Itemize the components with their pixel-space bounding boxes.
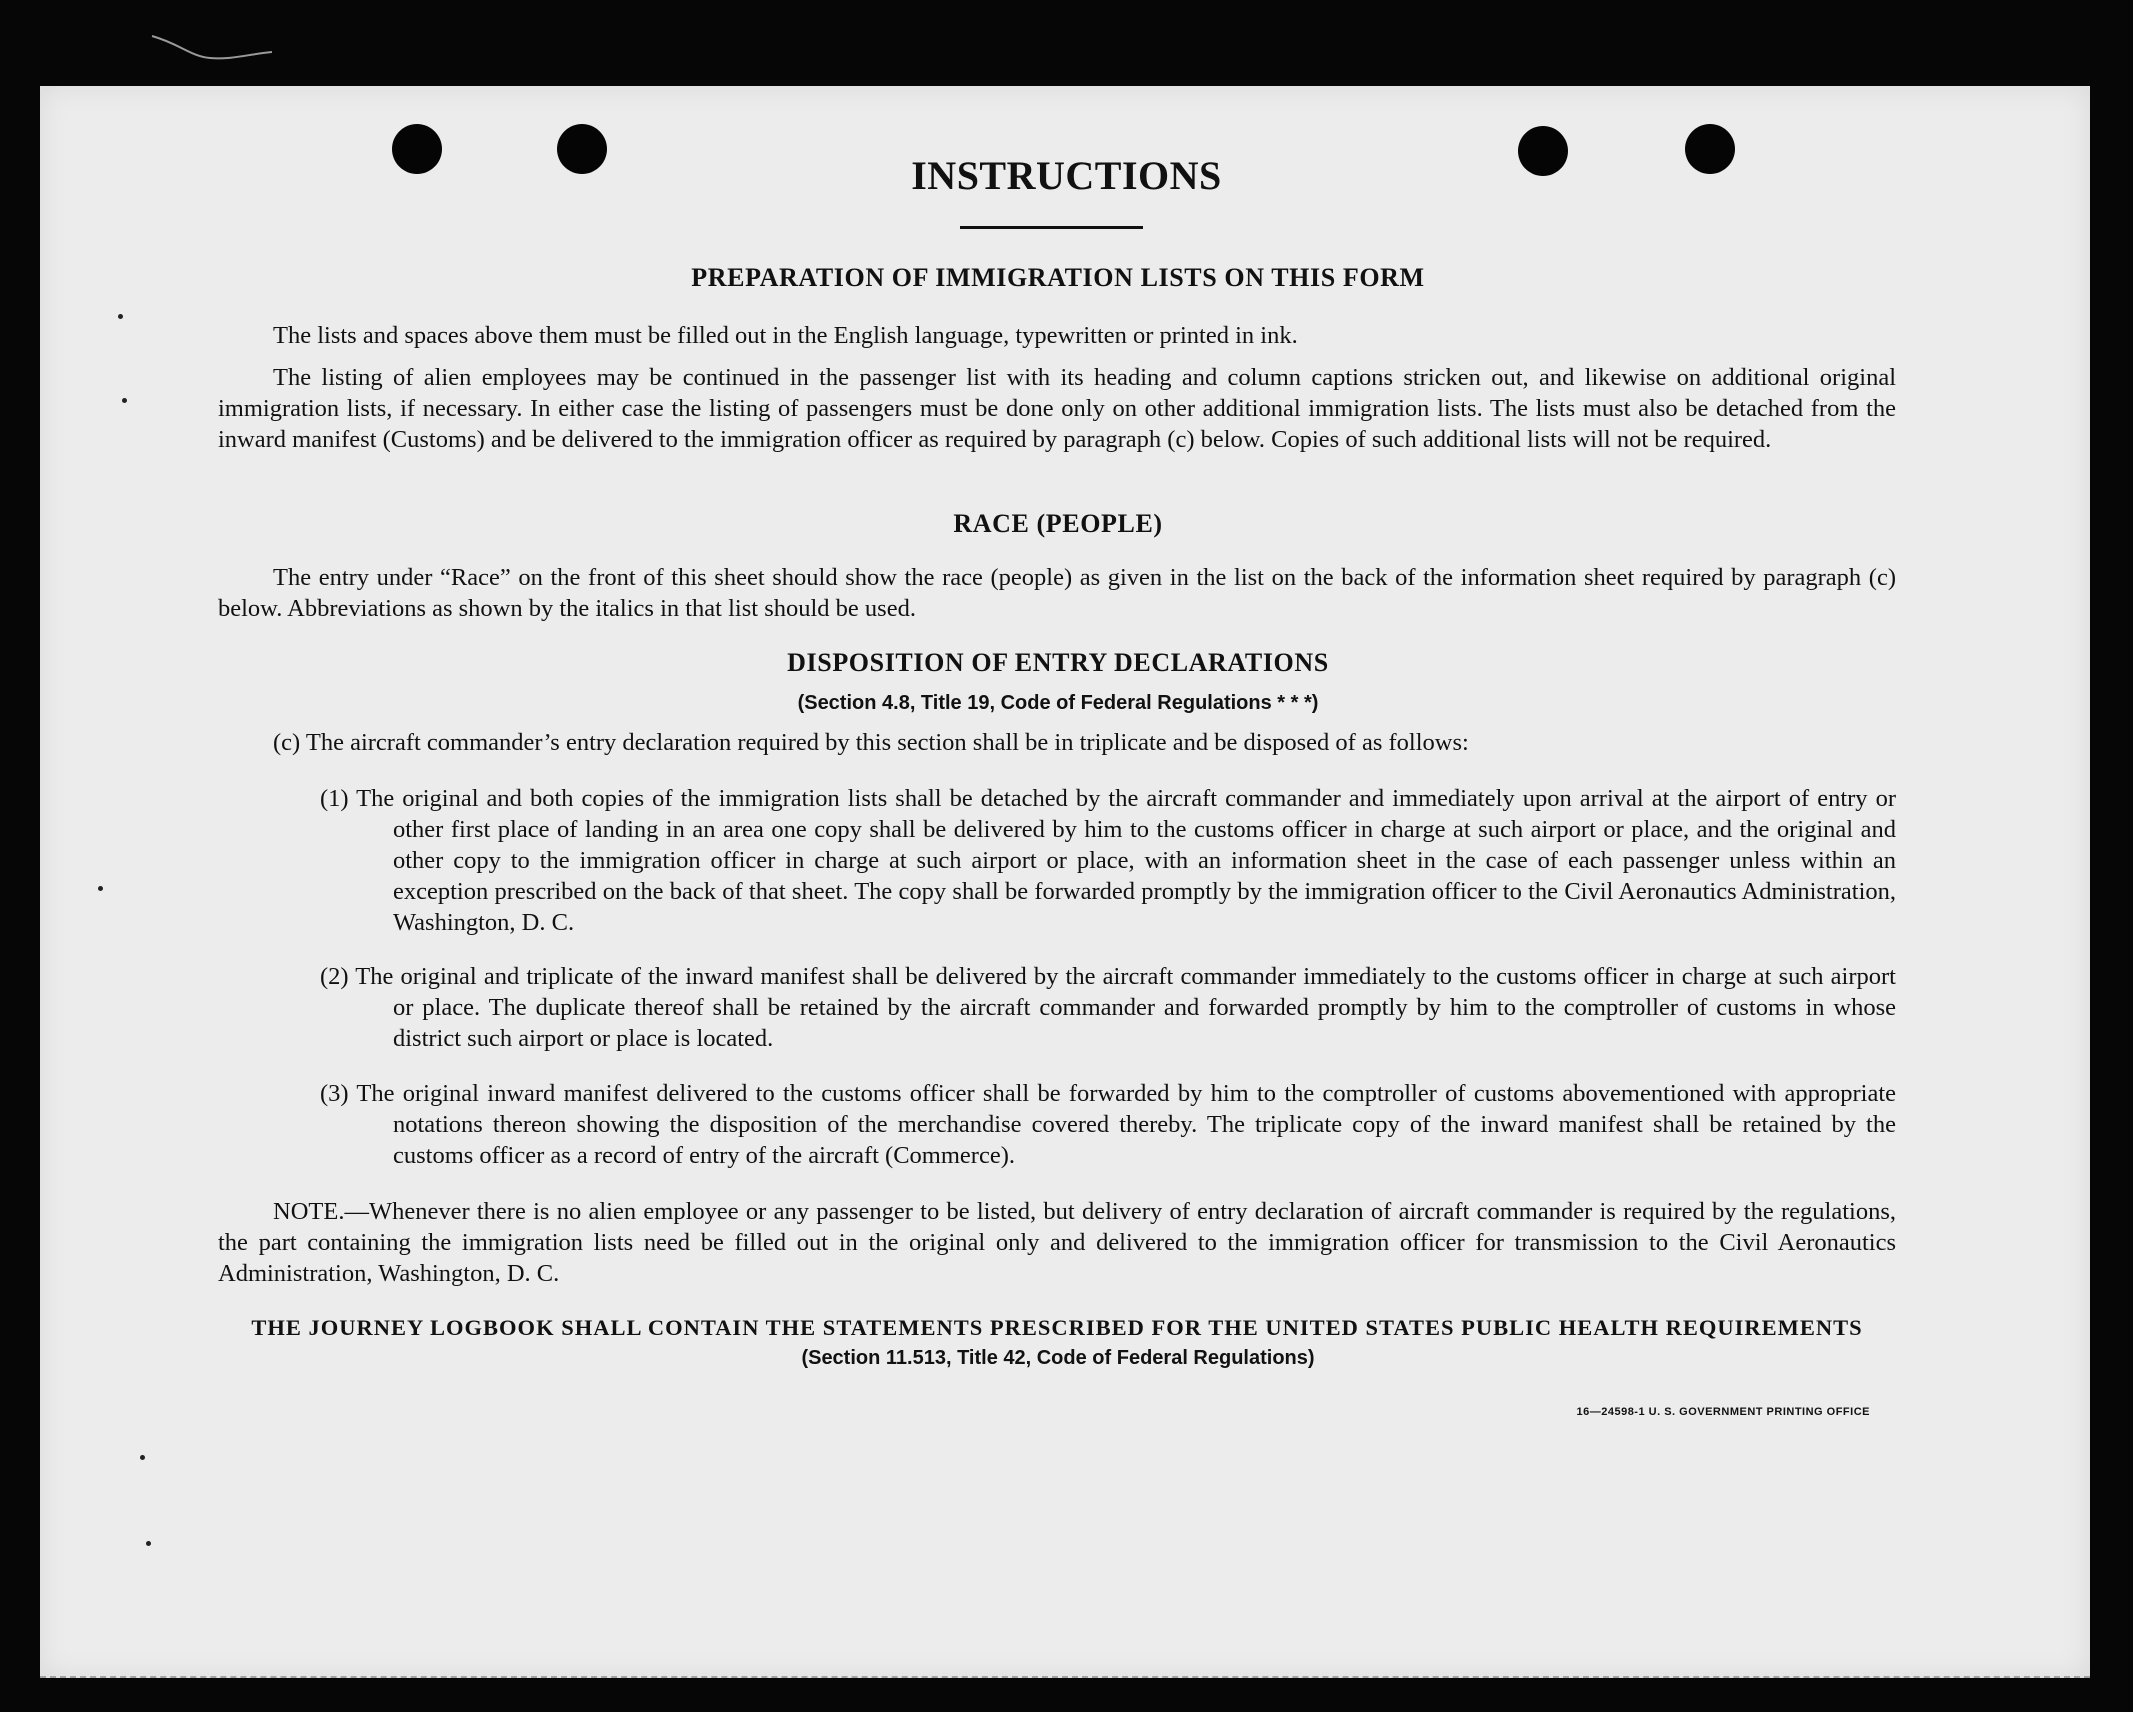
paragraph-race: The entry under “Race” on the front of this sheet should show the race (people) as given in the list on the back of the information sheet required by paragraph (c) below. Abbreviations as shown by the italics in that list should be used. [218,564,1896,622]
margin-speck [98,886,103,891]
list-item: (3) The original inward manifest delivered to the customs officer shall be forwarded by him to the comptroller of customs abovementioned with appropriate notations thereon showing the disposition of the merchandise covered thereby. The triplicate copy of the inward manifest shall be retained by the customs officer as a record of entry of the aircraft (Commerce). [320,1080,1896,1169]
citation-title-19: (Section 4.8, Title 19, Code of Federal Regulations * * *) [797,692,1319,714]
paragraph-alien-employees: The listing of alien employees may be continued in the passenger list with its heading and column captions stricken out, and likewise on additional original immigration lists, if necessary. In either case the listing of passengers must be done only on other additional immigration lists. The lists must also be detached from the inward manifest (Customs) and be delivered to the immigration officer as required by paragraph (c) below. Copies of such additional lists will not be required. [218,364,1896,453]
pen-scratch-mark [150,30,280,70]
heading-race: RACE (PEOPLE) [953,509,1163,538]
margin-speck [146,1541,151,1546]
list-item: (1) The original and both copies of the immigration lists shall be detached by the aircraft commander and immediately upon arrival at the airport of entry or other first place of landing in an area one copy shall be delivered by him to the customs officer in charge at such airport or place, and the original and other copy to the immigration officer in charge at such airport or place, with an information sheet in the case of each passenger unless within an exception prescribed on the back of that sheet. The copy shall be forwarded promptly by the immigration officer to the Civil Aeronautics Administration, Washington, D. C. [320,785,1896,936]
margin-speck [140,1455,145,1460]
paragraph-language: The lists and spaces above them must be filled out in the English language, typewritten or printed in ink. [273,322,1298,349]
citation-title-42: (Section 11.513, Title 42, Code of Federal Regulations) [801,1347,1315,1369]
note-paragraph: NOTE.—Whenever there is no alien employee or any passenger to be listed, but delivery of entry declaration of aircraft commander is required by the regulations, the part containing the immigration lists need be filled out in the original only and delivered to the immigration officer for transmission to the Civil Aeronautics Administration, Washington, D. C. [218,1198,1896,1287]
title-rule [960,226,1143,229]
health-requirements-line: THE JOURNEY LOGBOOK SHALL CONTAIN THE STATEMENTS PRESCRIBED FOR THE UNITED STATES PUBLIC HEALTH REQUIREMENTS [251,1315,1863,1340]
printing-office-imprint: 16—24598-1 U. S. GOVERNMENT PRINTING OFFICE [1576,1406,1870,1418]
margin-speck [122,398,127,403]
heading-preparation: PREPARATION OF IMMIGRATION LISTS ON THIS FORM [691,263,1425,292]
margin-speck [118,314,123,319]
sheet-bottom-edge [40,1676,2090,1681]
page-title: INSTRUCTIONS [911,153,1222,198]
heading-disposition: DISPOSITION OF ENTRY DECLARATIONS [787,648,1329,677]
list-item: (2) The original and triplicate of the inward manifest shall be delivered by the aircraft commander immediately to the customs officer in charge at such airport or place. The duplicate thereof shall be retained by the aircraft commander and forwarded promptly by him to the comptroller of customs in whose district such airport or place is located. [320,963,1896,1052]
paragraph-c-intro: (c) The aircraft commander’s entry declaration required by this section shall be in triplicate and be disposed of as follows: [273,729,1469,756]
